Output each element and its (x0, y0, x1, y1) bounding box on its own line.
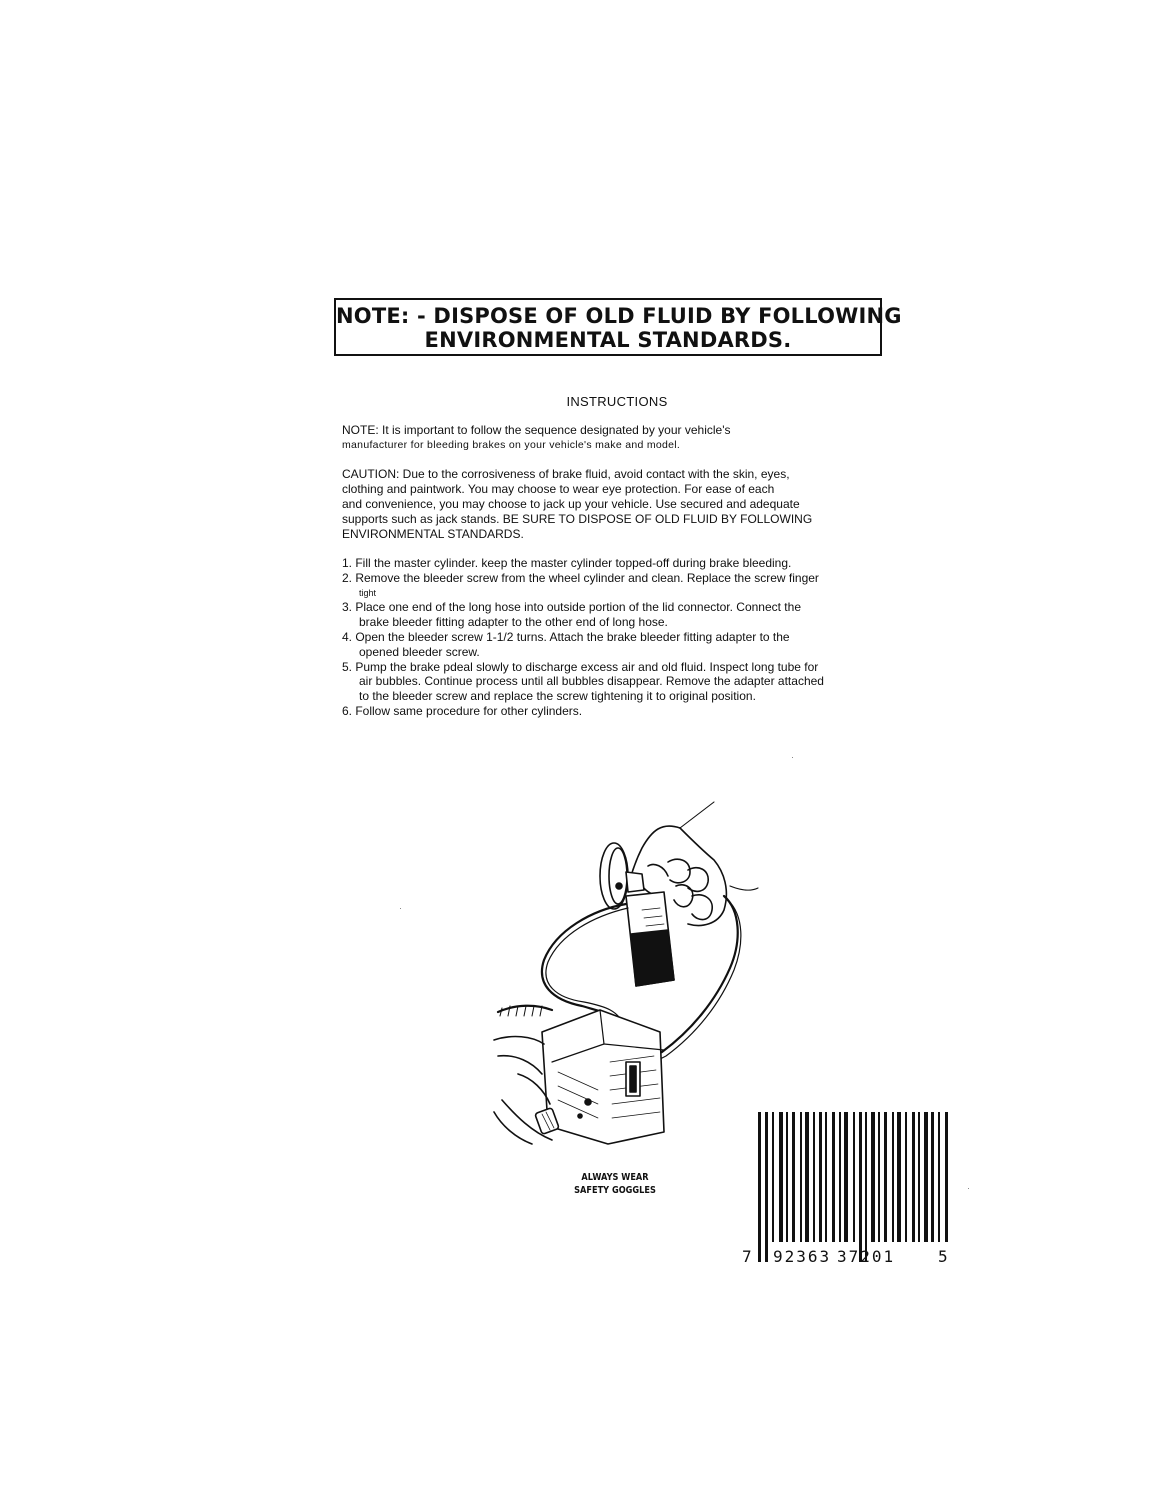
barcode-bar (859, 1112, 862, 1262)
scan-speck (968, 1188, 969, 1189)
environmental-note-box (334, 298, 902, 356)
barcode-bars (738, 1108, 950, 1268)
caption-line-2: SAFETY GOGGLES (574, 1185, 656, 1196)
caution-line: supports such as jack stands. BE SURE TO DISPOSE OF OLD FLUID BY FOLLOWING (342, 512, 813, 526)
step-item (342, 556, 902, 571)
barcode-left-digits: 92363 (773, 1247, 832, 1266)
barcode-bar (765, 1112, 768, 1262)
barcode-bar (924, 1112, 928, 1242)
barcode-bar (884, 1112, 887, 1242)
caution-line: clothing and paintwork. You may choose to wear eye protection. For ease of each (342, 482, 775, 496)
barcode-bar (786, 1112, 788, 1242)
barcode-bar (813, 1112, 815, 1242)
barcode-bar (871, 1112, 875, 1242)
barcode-bar (878, 1112, 880, 1242)
barcode-first-digit: 7 (742, 1247, 754, 1266)
step-line: 6. Follow same procedure for other cylinders. (342, 703, 583, 718)
step-line: 1. Fill the master cylinder. keep the master cylinder topped-off during brake bleeding. (342, 556, 792, 570)
barcode-bar (792, 1112, 795, 1242)
step-line: 2. Remove the bleeder screw from the wheel cylinder and clean. Replace the screw finger (342, 570, 819, 585)
note-box-line-1: NOTE: - DISPOSE OF OLD FLUID BY FOLLOWING (336, 304, 902, 328)
barcode-bar (918, 1112, 920, 1242)
barcode-bar (892, 1112, 894, 1242)
barcode-bar (805, 1112, 809, 1242)
brake-bleeder-illustration (492, 800, 772, 1145)
step-item (342, 704, 902, 719)
barcode-bar (912, 1112, 915, 1242)
barcode-bar (844, 1112, 848, 1242)
instructions-heading: INSTRUCTIONS (566, 394, 668, 409)
caution-line: CAUTION: Due to the corrosiveness of brake fluid, avoid contact with the skin, eyes, (342, 467, 790, 481)
barcode-bar (825, 1112, 827, 1242)
sequence-note-paragraph (342, 423, 902, 453)
barcode-bar (800, 1112, 802, 1242)
step-line: 5. Pump the brake pdeal slowly to discharge excess air and old fluid. Inspect long tube for (342, 659, 819, 674)
barcode-bar (772, 1112, 774, 1242)
step-item (342, 660, 902, 704)
barcode-bar (931, 1112, 934, 1242)
scan-speck (400, 908, 401, 909)
step-line: 3. Place one end of the long hose into outside portion of the lid connector. Connect the (342, 600, 801, 615)
barcode-bar (905, 1112, 907, 1242)
barcode-last-digit: 5 (938, 1247, 950, 1266)
barcode-right-digits: 37201 (837, 1247, 896, 1266)
caution-line: ENVIRONMENTAL STANDARDS. (342, 527, 524, 541)
step-item (342, 571, 902, 601)
barcode-bar (938, 1112, 940, 1242)
step-item (342, 600, 902, 630)
barcode-bar (779, 1112, 783, 1242)
step-line: air bubbles. Continue process until all bubbles disappear. Remove the adapter attached (359, 674, 824, 689)
barcode-bar (819, 1112, 822, 1242)
caption-line-1: ALWAYS WEAR (581, 1172, 649, 1183)
note-paragraph-line: NOTE: It is important to follow the sequence designated by your vehicle's (342, 423, 731, 437)
step-line: brake bleeder fitting adapter to the other end of long hose. (359, 615, 668, 630)
step-line: opened bleeder screw. (359, 644, 480, 659)
step-line: 4. Open the bleeder screw 1-1/2 turns. Attach the brake bleeder fitting adapter to the (342, 629, 790, 644)
barcode-bar (865, 1112, 867, 1262)
caution-paragraph (342, 467, 902, 542)
step-line: tight (359, 587, 377, 598)
caution-line: and convenience, you may choose to jack up your vehicle. Use secured and adequate (342, 497, 800, 511)
barcode-bar (758, 1112, 761, 1262)
barcode-bar (853, 1112, 855, 1242)
barcode-bar (832, 1112, 835, 1242)
upc-barcode (738, 1108, 950, 1270)
note-box-line-2: ENVIRONMENTAL STANDARDS. (424, 328, 792, 352)
barcode-bar (945, 1112, 948, 1242)
instruction-steps-list (342, 556, 902, 719)
scan-speck (792, 757, 793, 758)
step-line: to the bleeder screw and replace the screw tightening it to original position. (359, 689, 756, 704)
barcode-bar (839, 1112, 841, 1242)
safety-goggles-caption (570, 1171, 660, 1197)
step-item (342, 630, 902, 660)
barcode-bar (897, 1112, 901, 1242)
note-paragraph-line: manufacturer for bleeding brakes on your vehicle's make and model. (342, 439, 681, 451)
